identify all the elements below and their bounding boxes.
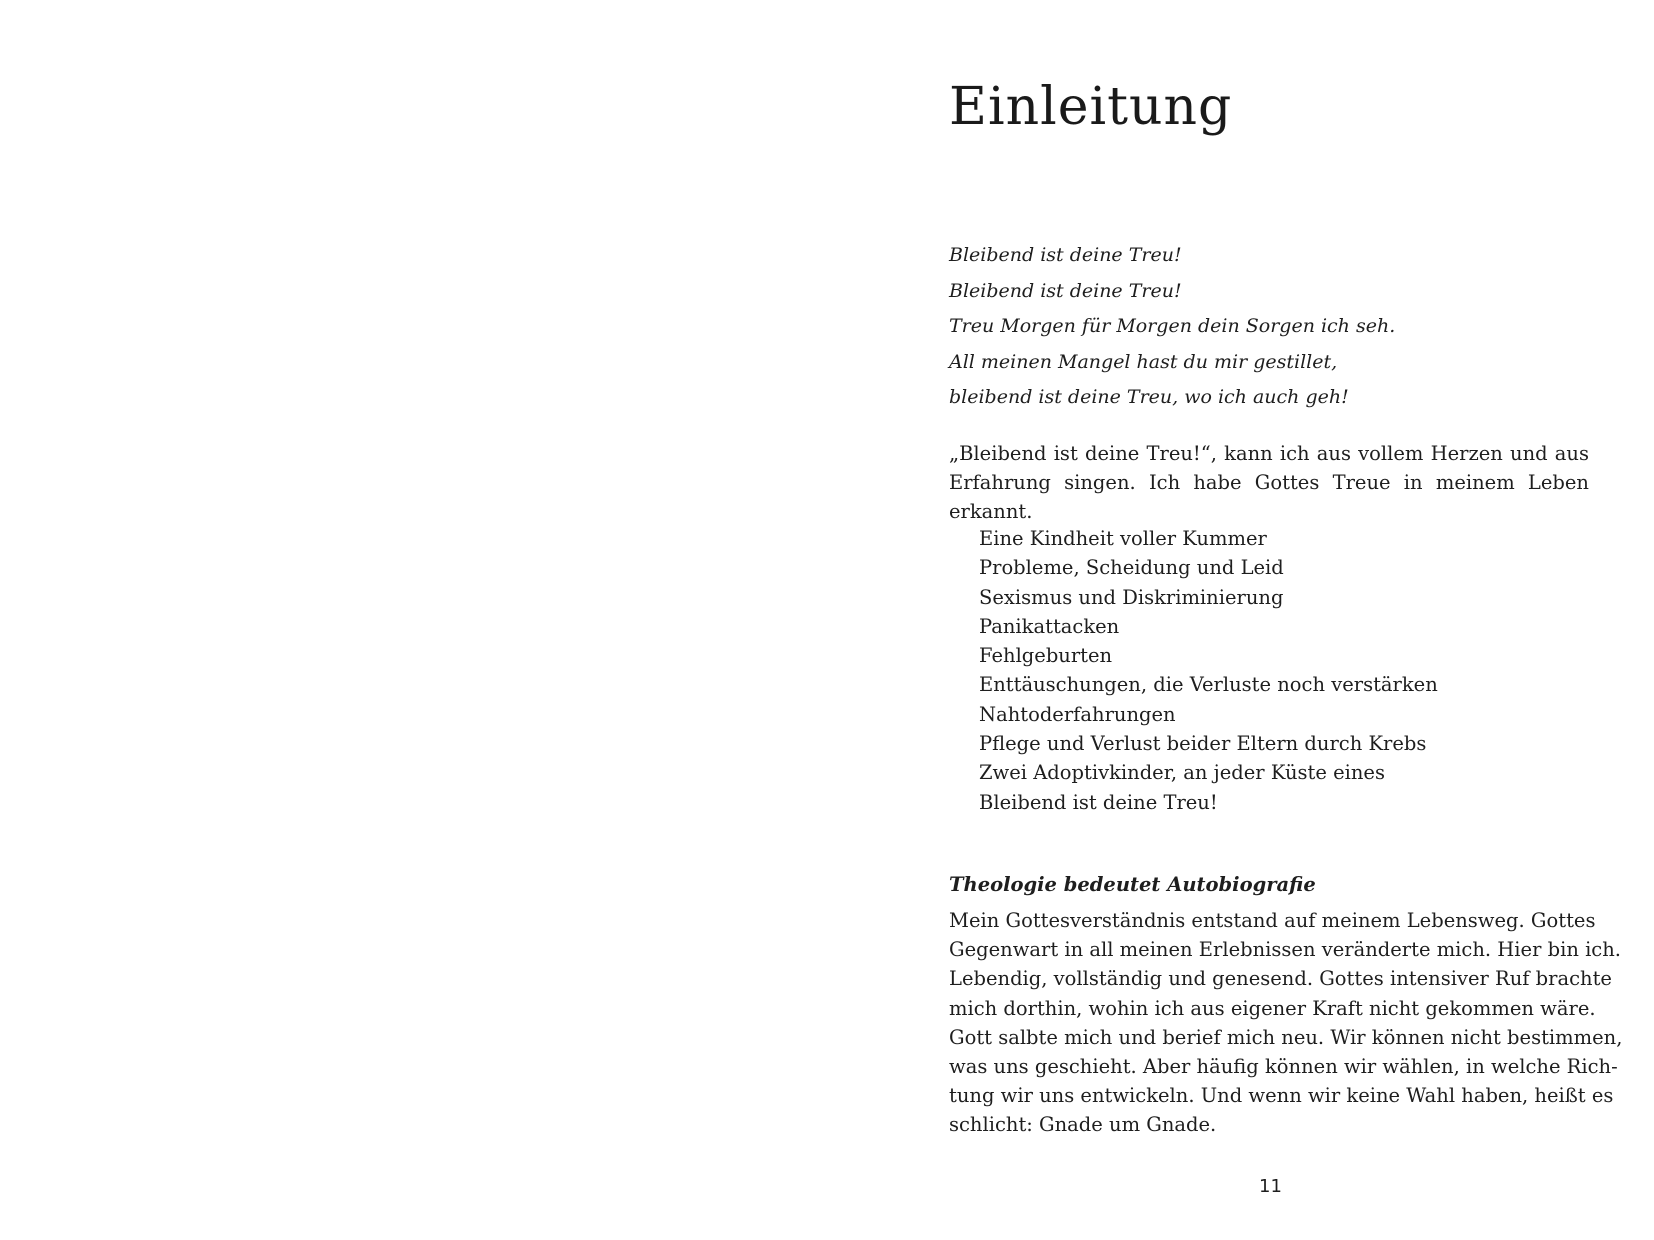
list-item: Zwei Adoptivkinder, an jeder Küste eines [979,761,1385,785]
list-item: Pflege und Verlust beider Eltern durch Krebs [979,732,1427,756]
hymn-line: bleibend ist deine Treu, wo ich auch geh! [949,386,1349,408]
list-item: Bleibend ist deine Treu! [979,790,1218,814]
body-paragraph [949,906,1623,1140]
body-line: schlicht: Gnade um Gnade. [949,1113,1217,1137]
life-experience-list [979,524,1579,817]
body-line: Gegenwart in all meinen Erlebnissen veränderte mich. Hier bin ich. [949,938,1621,962]
chapter-title: Einleitung [949,77,1233,137]
body-line: Lebendig, vollständig und genesend. Gottes intensiver Ruf brachte [949,967,1612,991]
list-item: Fehlgeburten [979,644,1113,668]
list-item: Eine Kindheit voller Kummer [979,527,1267,550]
list-item: Panikattacken [979,614,1120,638]
hymn-line: All meinen Mangel hast du mir gestillet, [949,350,1338,373]
body-line: tung wir uns entwickeln. Und wenn wir keine Wahl haben, heißt es [949,1084,1614,1108]
hymn-verse [949,238,1589,416]
page-number: 11 [1259,1176,1282,1197]
list-item: Probleme, Scheidung und Leid [979,556,1284,580]
body-line: was uns geschieht. Aber häufig können wir wählen, in welche Rich- [949,1055,1618,1079]
right-page [827,0,1654,1240]
hymn-line: Treu Morgen für Morgen dein Sorgen ich seh. [949,315,1396,337]
body-line: Mein Gottesverständnis entstand auf meinem Lebensweg. Gottes [949,909,1596,932]
body-line: Gott salbte mich und berief mich neu. Wir können nicht bestimmen, [949,1025,1623,1049]
hymn-line: Bleibend ist deine Treu! [949,279,1182,302]
section-heading: Theologie bedeutet Autobiografie [949,873,1316,896]
list-item: Sexismus und Diskriminierung [979,585,1284,609]
intro-paragraph: „Bleibend ist deine Treu!“, kann ich aus vollem Herzen und aus Erfahrung singen. Ich habe Gottes Treue in meinem Leben erkannt. [949,442,1589,523]
hymn-line: Bleibend ist deine Treu! [949,244,1182,266]
body-line: mich dorthin, wohin ich aus eigener Kraft nicht gekommen wäre. [949,996,1596,1020]
list-item: Enttäuschungen, die Verluste noch verstärken [979,673,1438,697]
list-item: Nahtoderfahrungen [979,702,1176,726]
